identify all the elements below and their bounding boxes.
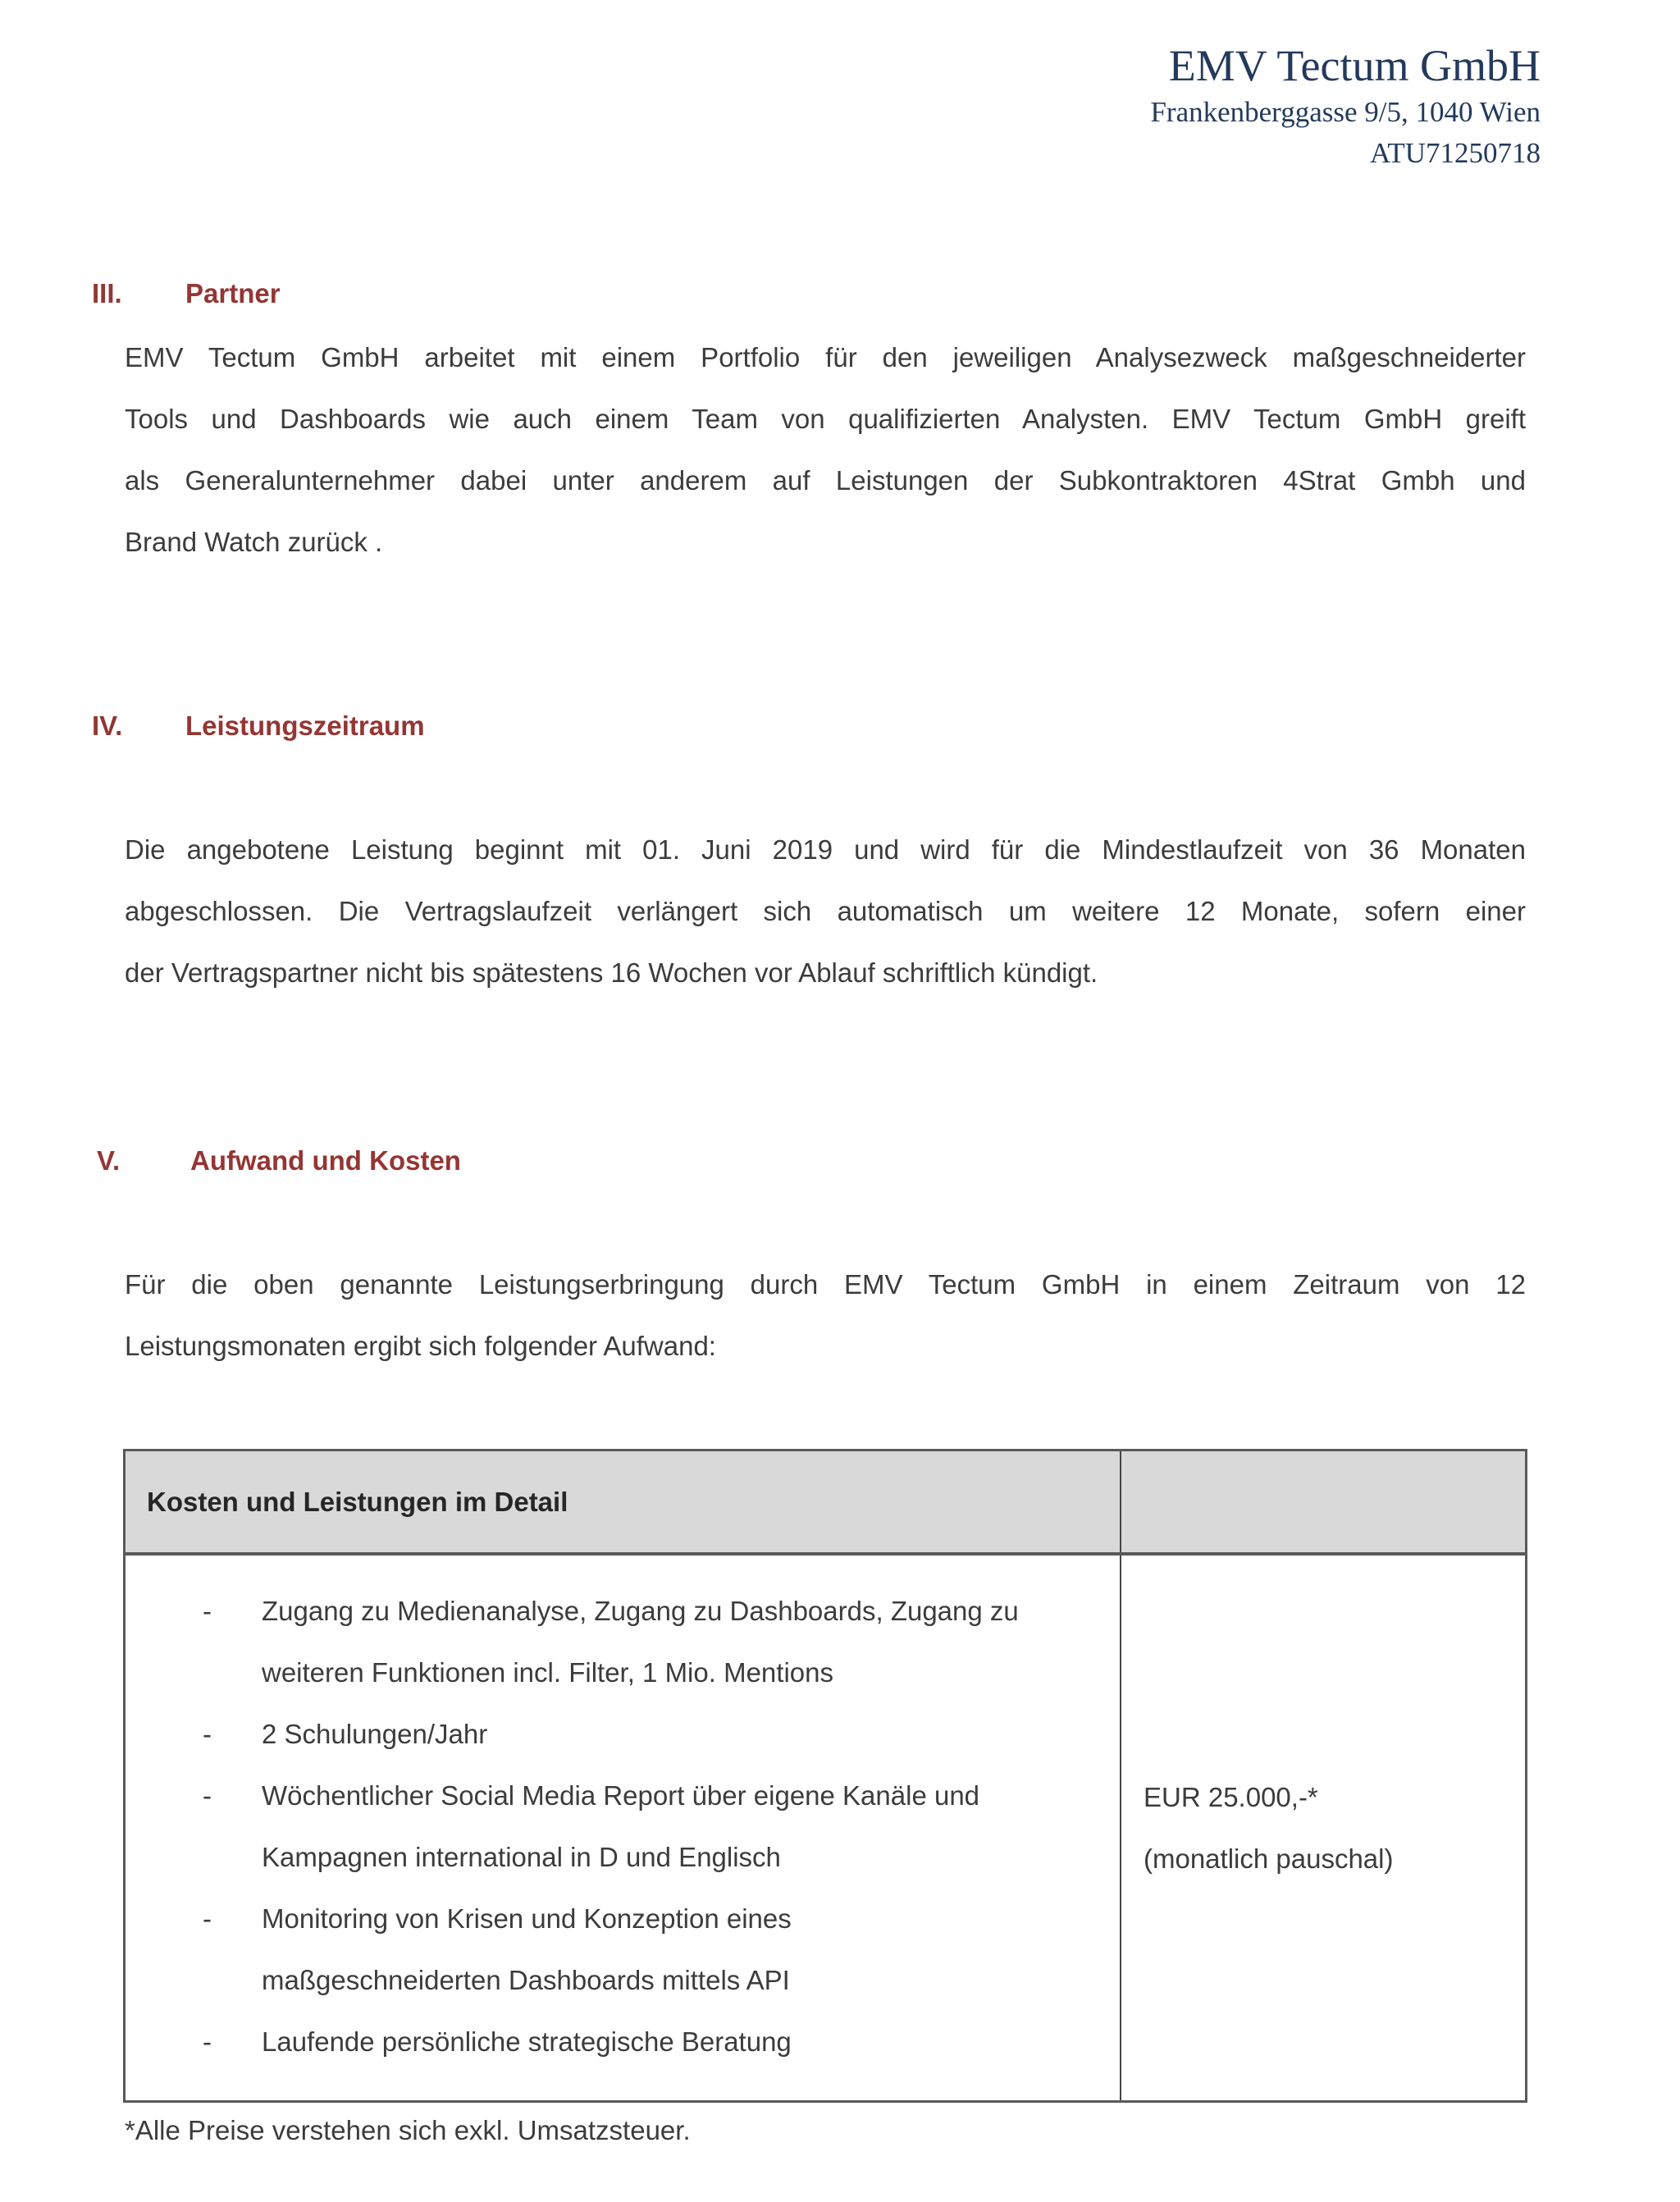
list-item-line: Kampagnen international in D und Englisch: [262, 1842, 781, 1872]
section-heading-aufwand-und-kosten: [97, 1144, 461, 1177]
cost-table-body-row: [126, 1556, 1525, 2100]
list-item-line: - Laufende persönliche strategische Beratung: [262, 2026, 792, 2057]
cost-table-header-empty-cell: [1121, 1451, 1525, 1552]
section-number: IV.: [92, 710, 123, 741]
paragraph-line: Die angebotene Leistung beginnt mit 01. Juni 2019 und wird für die Mindestlaufzeit von 36 Monaten: [125, 834, 1526, 865]
paragraph-line: der Vertragspartner nicht bis spätestens 16 Wochen vor Ablauf schriftlich kündigt.: [125, 957, 1098, 988]
section-heading-partner: [92, 277, 281, 310]
list-item: [126, 1703, 1087, 1765]
paragraph-line: Für die oben genannte Leistungserbringung durch EMV Tectum GmbH in einem Zeitraum von 12: [125, 1269, 1526, 1300]
section-title: Partner: [185, 278, 281, 308]
paragraph-line: abgeschlossen. Die Vertragslaufzeit verlängert sich automatisch um weitere 12 Monate, sofern einer: [125, 896, 1526, 926]
cost-table: [123, 1449, 1527, 2103]
cost-table-services-cell: [126, 1556, 1121, 2100]
list-item: [126, 1580, 1087, 1703]
paragraph-line: Tools und Dashboards wie auch einem Team von qualifizierten Analysten. EMV Tectum GmbH greift: [125, 404, 1526, 434]
company-name: EMV Tectum GmbH: [1168, 41, 1541, 90]
price-amount: EUR 25.000,-*: [1144, 1782, 1318, 1812]
list-item-line: - Monitoring von Krisen und Konzeption eines: [262, 1903, 792, 1934]
list-item-line: - Zugang zu Medienanalyse, Zugang zu Dashboards, Zugang zu: [262, 1596, 1019, 1626]
paragraph-line: EMV Tectum GmbH arbeitet mit einem Portfolio für den jeweiligen Analysezweck maßgeschneiderter: [125, 342, 1526, 372]
list-item: [126, 2011, 1087, 2072]
section-partner-paragraph: [125, 327, 1526, 573]
list-item-line: maßgeschneiderten Dashboards mittels API: [262, 1965, 790, 1995]
paragraph-line: Leistungsmonaten ergibt sich folgender Aufwand:: [125, 1331, 716, 1361]
cost-table-header-row: [126, 1451, 1525, 1556]
company-vat-id: ATU71250718: [1369, 137, 1541, 169]
section-number: III.: [92, 278, 122, 308]
paragraph-line: als Generalunternehmer dabei unter anderem auf Leistungen der Subkontraktoren 4Strat Gmbh und: [125, 465, 1526, 496]
list-item-line: weiteren Funktionen incl. Filter, 1 Mio. Mentions: [262, 1657, 833, 1688]
list-item: [126, 1765, 1087, 1888]
letterhead: [1150, 39, 1541, 174]
list-item-line: - 2 Schulungen/Jahr: [262, 1719, 488, 1749]
company-address: Frankenberggasse 9/5, 1040 Wien: [1150, 96, 1541, 128]
price-footnote: *Alle Preise verstehen sich exkl. Umsatzsteuer.: [125, 2115, 691, 2145]
cost-table-price-cell: [1121, 1556, 1525, 2100]
list-item: [126, 1888, 1087, 2011]
paragraph-line: Brand Watch zurück .: [125, 527, 383, 557]
section-number: V.: [97, 1145, 121, 1176]
section-title: Leistungszeitraum: [185, 710, 425, 741]
price-note: (monatlich pauschal): [1144, 1843, 1394, 1874]
section-title: Aufwand und Kosten: [190, 1145, 461, 1176]
section-heading-leistungszeitraum: [92, 710, 425, 742]
cost-table-header-cell: Kosten und Leistungen im Detail: [126, 1451, 1121, 1552]
section-aufwand-paragraph: [125, 1254, 1526, 1377]
list-item-line: - Wöchentlicher Social Media Report über eigene Kanäle und: [262, 1780, 980, 1811]
section-leistungszeitraum-paragraph: [125, 819, 1526, 1003]
